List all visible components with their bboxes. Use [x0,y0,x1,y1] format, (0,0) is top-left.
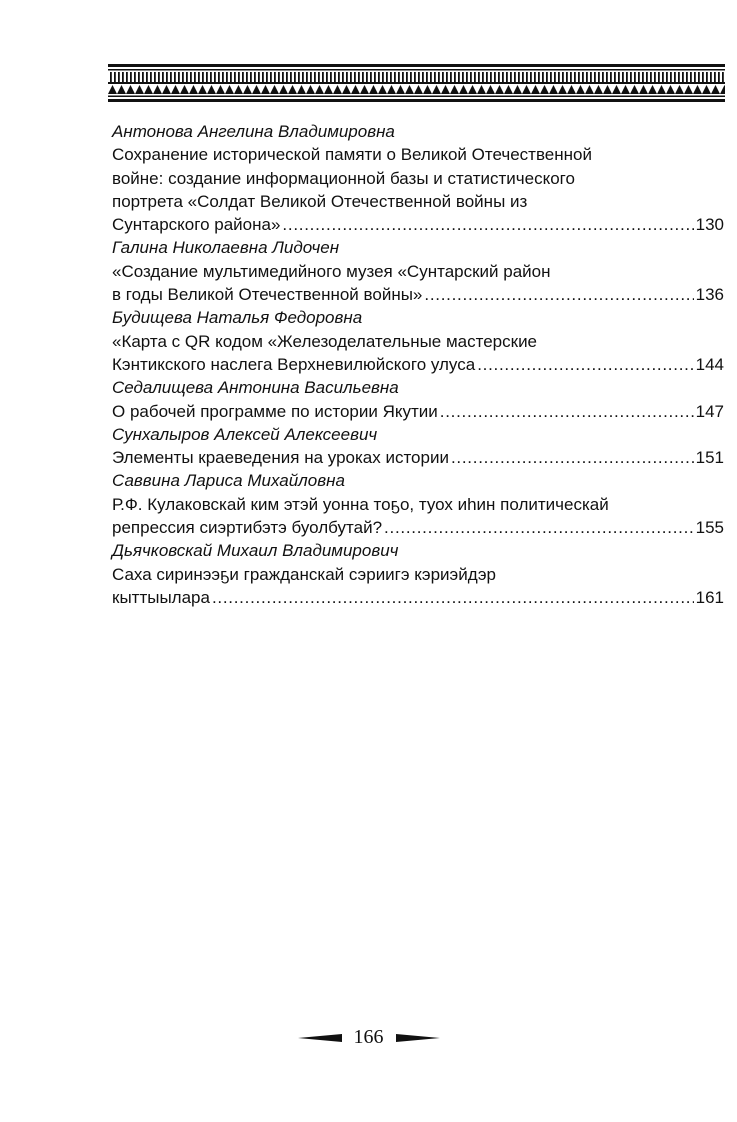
dot-leader [282,213,693,236]
toc-title-last-line [112,446,724,469]
toc-title-line: Р.Ф. Кулаковскай ким этэй уонна тоҕо, туох иһин политическай [112,494,609,514]
toc-page-number: 136 [695,285,724,305]
toc-entry [112,423,724,470]
dot-leader [384,516,694,539]
table-of-contents [112,120,724,609]
toc-title-line: войне: создание информационной базы и статистического [112,168,575,188]
toc-author: Будищева Наталья Федоровна [112,308,363,328]
toc-entry [112,376,724,423]
dot-leader [424,283,693,306]
toc-title-last-line [112,516,724,539]
left-arrow-ornament-icon [298,1033,342,1043]
toc-title-text: репрессия сиэртибэтэ буолбутай? [112,518,383,538]
ornament-top-rules [108,64,725,71]
toc-title-text: Элементы краеведения на уроках истории [112,448,449,468]
ornament-comb-pattern [108,72,725,84]
toc-title-last-line [112,586,724,609]
toc-title-text: Сунтарского района» [112,215,281,235]
toc-page-number: 155 [695,518,724,538]
toc-entries [112,120,724,609]
toc-title-line: Саха сиринээҕи гражданскай сэриигэ кэриэйдэр [112,564,496,584]
toc-entry [112,120,724,236]
page-footer [0,1026,737,1049]
dot-leader [212,586,694,609]
toc-page-number: 147 [695,401,724,421]
toc-entry [112,236,724,306]
dot-leader [477,353,693,376]
toc-author: Седалищева Антонина Васильевна [112,378,399,398]
toc-title-line: портрета «Солдат Великой Отечественной войны из [112,191,528,211]
toc-title-text: О рабочей программе по истории Якутии [112,401,438,421]
toc-title-last-line [112,213,724,236]
toc-author: Галина Николаевна Лидочен [112,238,340,258]
ornament-header-band [108,64,725,102]
ornament-bottom-rules [108,96,725,103]
toc-title-last-line [112,400,724,423]
toc-entry [112,469,724,539]
toc-title-text: Кэнтикского наслега Верхневилюйского улуса [112,354,476,374]
toc-author: Сунхалыров Алексей Алексеевич [112,424,378,444]
toc-title-line: «Карта с QR кодом «Железоделательные мастерские [112,331,538,351]
toc-entry [112,306,724,376]
toc-title-line: Сохранение исторической памяти о Великой Отечественной [112,145,592,165]
toc-title-text: в годы Великой Отечественной войны» [112,285,423,305]
toc-page-number: 151 [695,448,724,468]
toc-page-number: 161 [695,587,724,607]
dot-leader [451,446,694,469]
toc-page-number: 144 [695,354,724,374]
toc-entry [112,539,724,609]
toc-title-last-line [112,353,724,376]
page-number: 166 [353,1026,384,1048]
toc-author: Саввина Лариса Михайловна [112,471,345,491]
dot-leader [440,400,694,423]
toc-page-number: 130 [695,215,724,235]
toc-title-text: кыттыылара [112,587,210,607]
toc-author: Антонова Ангелина Владимировна [112,122,395,141]
toc-title-line: «Создание мультимедийного музея «Сунтарский район [112,261,551,281]
right-arrow-ornament-icon [396,1033,440,1043]
toc-title-last-line [112,283,724,306]
ornament-triangle-pattern [108,85,725,94]
toc-author: Дьячковскай Михаил Владимирович [112,541,399,561]
